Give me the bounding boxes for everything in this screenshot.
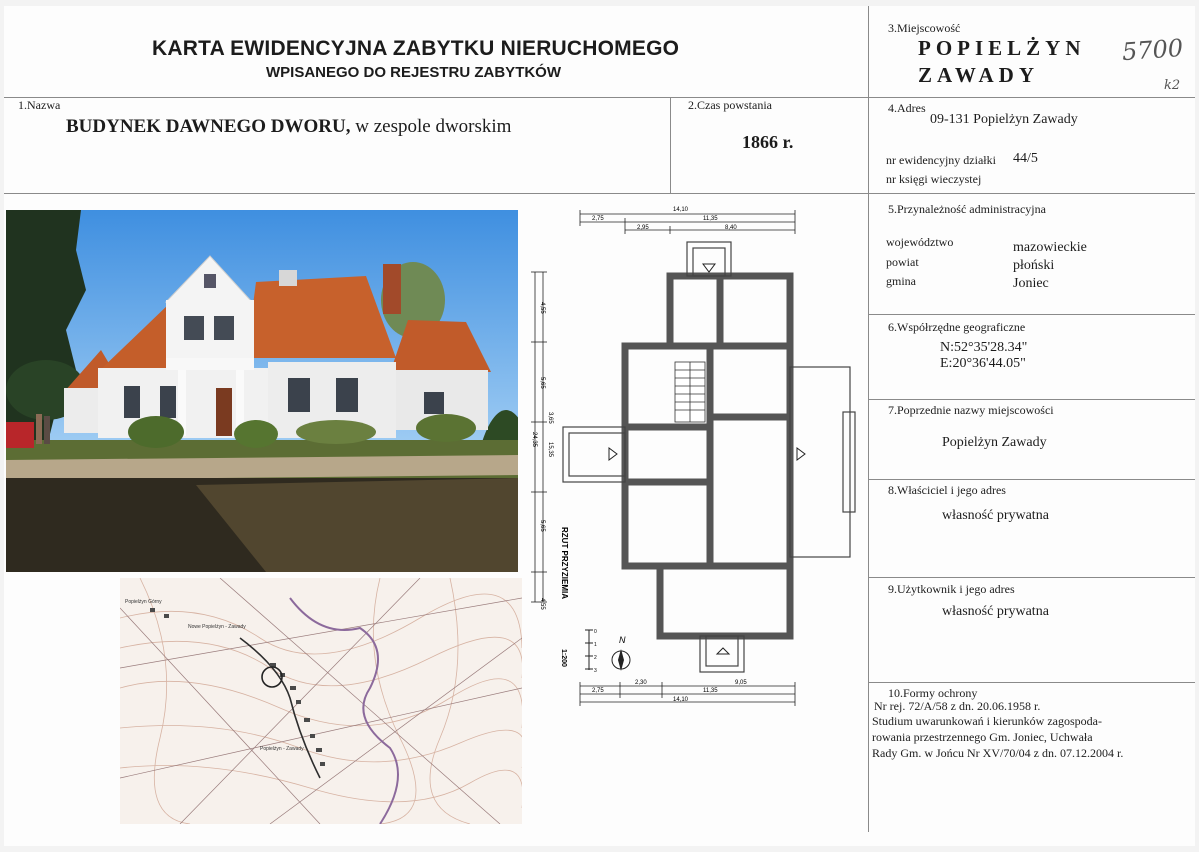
divider [868, 479, 1195, 480]
dim-left-3: 3,65 [547, 412, 553, 424]
scale-tick-2: 2 [594, 655, 597, 661]
gmina-key: gmina [886, 274, 916, 288]
nazwa-value-rest: w zespole dworskim [350, 116, 512, 137]
ksiega-label: nr księgi wieczystej [886, 172, 982, 186]
scale-tick-3: 3 [594, 668, 597, 674]
dim-bottom-d: 9,05 [735, 680, 747, 686]
ochrona-line4: Rady Gm. w Jońcu Nr XV/70/04 z dn. 07.12.2004 r. [872, 746, 1124, 760]
poprzednie-value: Popielżyn Zawady [942, 435, 1047, 450]
wojewodztwo-value: mazowieckie [1013, 240, 1087, 255]
powiat-value: płoński [1013, 258, 1055, 273]
uzytkownik-value: własność prywatna [942, 604, 1049, 619]
czas-value: 1866 r. [742, 132, 794, 152]
adres-label: 4.Adres [888, 101, 926, 115]
ochrona-line3: rowania przestrzennego Gm. Joniec, Uchwała [872, 730, 1093, 744]
handwritten-number: 5700 [1121, 33, 1184, 67]
wlasciciel-label: 8.Właściciel i jego adres [888, 483, 1006, 497]
divider [868, 682, 1195, 683]
nazwa-label: 1.Nazwa [18, 98, 61, 112]
miejscowosc-line2: ZAWADY [918, 63, 1040, 87]
divider [670, 97, 671, 193]
plan-title: RZUT PRZYZIEMIA [560, 527, 569, 599]
map-label-b: Nowe Popielżyn - Zawady [188, 624, 246, 630]
scale-tick-0: 0 [594, 629, 597, 635]
dzialka-value: 44/5 [1013, 151, 1038, 166]
wspolrzedne-n: N:52°35'28.34" [940, 340, 1028, 355]
powiat-key: powiat [886, 255, 919, 269]
dim-bottom-total: 14,10 [673, 697, 689, 703]
wlasciciel-value: własność prywatna [942, 508, 1049, 523]
dim-top-d: 8,40 [725, 225, 737, 231]
card-title: KARTA EWIDENCYJNA ZABYTKU NIERUCHOMEGO [152, 37, 680, 60]
dim-bottom-c: 11,35 [703, 688, 718, 694]
wojewodztwo-key: województwo [886, 235, 954, 249]
miejscowosc-label: 3.Miejscowość [888, 21, 961, 35]
wspolrzedne-label: 6.Współrzędne geograficzne [888, 320, 1026, 334]
divider [868, 399, 1195, 400]
map-label-a: Popielżyn Górny [125, 599, 162, 605]
czas-label: 2.Czas powstania [688, 98, 772, 112]
dim-left-2: 5,65 [539, 377, 545, 389]
divider [868, 314, 1195, 315]
divider [4, 97, 1195, 98]
card-subtitle: WPISANEGO DO REJESTRU ZABYTKÓW [266, 64, 562, 81]
floor-plan [525, 202, 865, 710]
dim-top-a: 2,75 [592, 216, 604, 222]
ochrona-line1: Nr rej. 72/A/58 z dn. 20.06.1958 r. [874, 699, 1041, 713]
nazwa-value [66, 116, 511, 138]
dim-left-5: 5,65 [539, 520, 545, 532]
wspolrzedne-e: E:20°36'44.05" [940, 356, 1026, 371]
dim-left-1: 4,55 [539, 302, 545, 314]
north-arrow-icon [612, 635, 630, 671]
location-map-illustration [120, 578, 522, 824]
dim-bottom-b: 2,30 [635, 680, 647, 686]
dim-top-b: 11,35 [703, 216, 718, 222]
manor-photo [6, 210, 518, 572]
miejscowosc-line1: POPIELŻYN [918, 36, 1086, 60]
dim-bottom-a: 2,75 [592, 688, 604, 694]
manor-photo-illustration [6, 210, 518, 572]
uzytkownik-label: 9.Użytkownik i jego adres [888, 582, 1015, 596]
dim-top-c: 2,95 [637, 225, 649, 231]
scale-tick-1: 1 [594, 642, 597, 648]
divider [868, 577, 1195, 578]
adres-value: 09-131 Popielżyn Zawady [930, 112, 1078, 127]
plan-scale: 1:200 [560, 649, 567, 667]
ochrona-line2: Studium uwarunkowań i kierunków zagospoda- [872, 714, 1102, 728]
poprzednie-label: 7.Poprzednie nazwy miejscowości [888, 403, 1054, 417]
location-map [120, 578, 522, 824]
map-label-c: Popielżyn - Zawady [260, 746, 304, 752]
north-label: N [619, 635, 626, 645]
nazwa-value-bold: BUDYNEK DAWNEGO DWORU, [66, 116, 351, 137]
floor-plan-drawing [525, 202, 865, 710]
przynaleznosc-label: 5.Przynależność administracyjna [888, 202, 1046, 216]
divider [868, 6, 869, 832]
handwritten-mark: k2 [1164, 78, 1181, 93]
dim-left-total: 24,35 [531, 432, 537, 448]
dim-top-total: 14,10 [673, 207, 689, 213]
dim-left-6: 4,55 [539, 598, 545, 610]
gmina-value: Joniec [1013, 276, 1049, 291]
ochrona-label: 10.Formy ochrony [888, 686, 978, 700]
dzialka-label: nr ewidencyjny działki [886, 153, 996, 167]
divider [4, 193, 1195, 194]
dim-left-4: 15,35 [547, 442, 553, 458]
